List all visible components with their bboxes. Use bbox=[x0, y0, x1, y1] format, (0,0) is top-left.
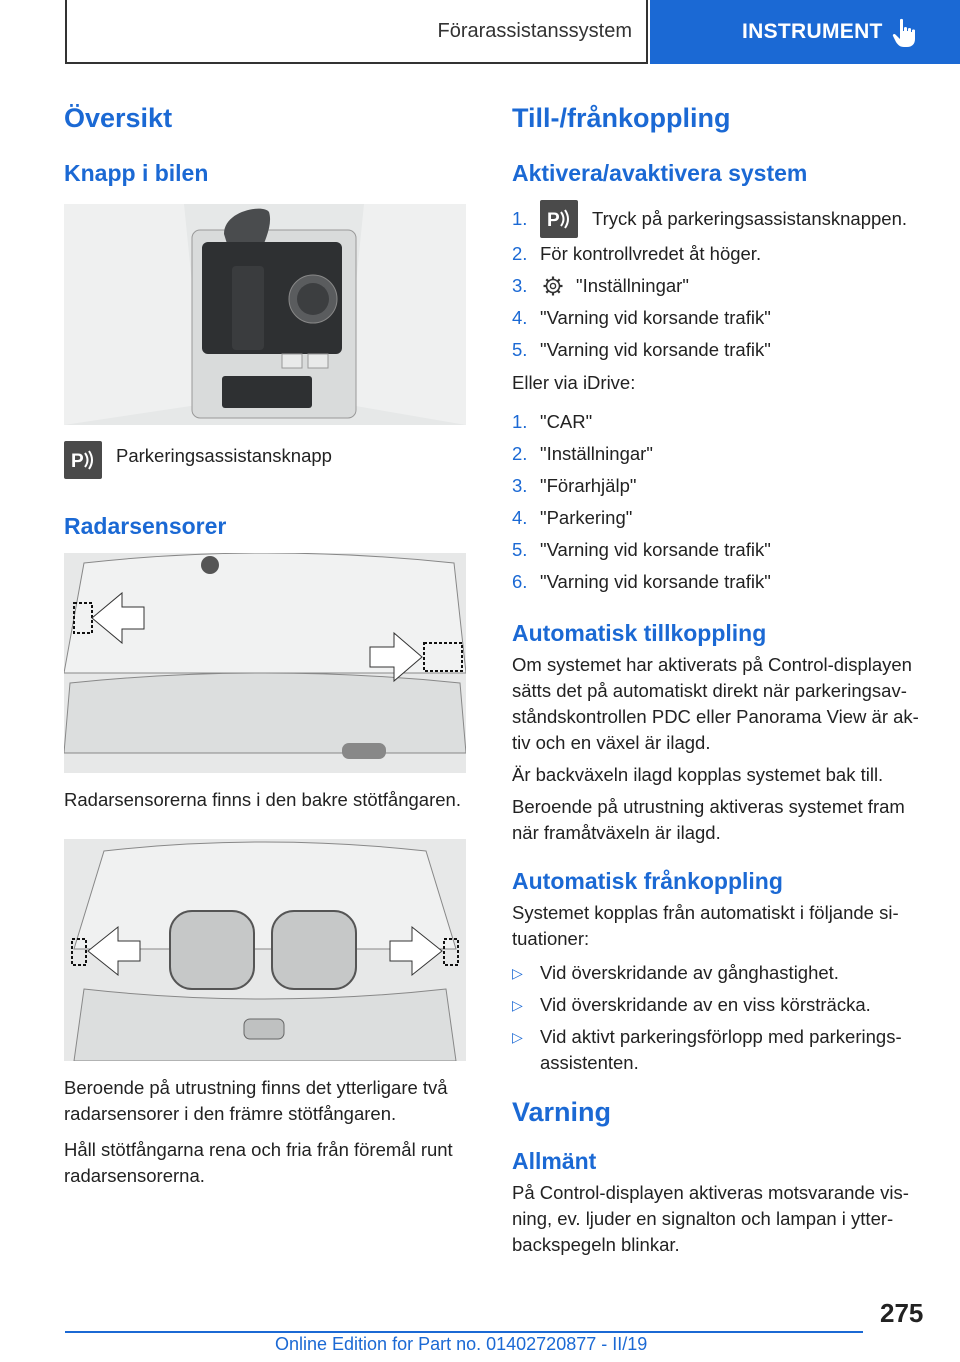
button-heading: Knapp i bilen bbox=[64, 160, 209, 186]
section-title: Förarassistanssystem bbox=[65, 0, 648, 64]
step-2: 2. För kontrollvredet åt höger. bbox=[512, 243, 762, 264]
parking-assist-button-icon bbox=[540, 200, 578, 238]
svg-text:P: P bbox=[71, 451, 84, 472]
triangle-bullet-icon: ▷ bbox=[512, 997, 523, 1013]
general-text: På Control-displayen aktiveras motsvarande vis- ning, ev. ljuder en signalton och lampan i ytter- backspegeln blinkar. bbox=[512, 1182, 909, 1255]
triangle-bullet-icon: ▷ bbox=[512, 1029, 523, 1045]
idrive-step-3: 3. "Förarhjälp" bbox=[512, 475, 637, 496]
toggle-title: Till-/frånkoppling bbox=[512, 103, 731, 133]
steps-list-a bbox=[512, 200, 928, 366]
step-1: 1. P Tryck på parkeringsassistansknappen. bbox=[512, 200, 928, 238]
activate-heading: Aktivera/avaktivera system bbox=[512, 160, 808, 186]
warning-heading: Varning bbox=[512, 1097, 612, 1127]
auto-off-intro: Systemet kopplas från automatiskt i följande si- tuationer: bbox=[512, 902, 899, 949]
page-number: 275 bbox=[880, 1298, 924, 1328]
auto-on-heading: Automatisk tillkoppling bbox=[512, 620, 767, 646]
button-caption-row bbox=[64, 441, 469, 479]
step-3: 3. "Inställningar" bbox=[512, 275, 689, 296]
overview-title: Översikt bbox=[64, 103, 173, 133]
auto-on-text-2: Är backväxeln ilagd kopplas systemet bak till. bbox=[512, 764, 884, 785]
rear-radar-caption: Radarsensorerna finns i den bakre stötfångaren. bbox=[64, 789, 461, 810]
idrive-step-4: 4. "Parkering" bbox=[512, 507, 633, 528]
footer-divider bbox=[65, 1331, 863, 1333]
svg-text:P: P bbox=[547, 210, 560, 231]
front-bumper-illustration bbox=[64, 839, 466, 1061]
parking-assist-button-icon bbox=[64, 441, 102, 479]
auto-on-text-1: Om systemet har aktiverats på Control-displayen sätts det på automatiskt direkt när parkeringsav- ståndskontrollen PDC eller Panorama View är ak- tiv och en växel är ilagd. bbox=[512, 654, 919, 753]
center-console-illustration bbox=[64, 204, 466, 425]
right-column bbox=[512, 96, 928, 1258]
bullet-item: ▷ Vid aktivt parkeringsförlopp med parkerings- assistenten. bbox=[512, 1026, 902, 1073]
idrive-step-2: 2. "Inställningar" bbox=[512, 443, 653, 464]
general-heading: Allmänt bbox=[512, 1148, 597, 1174]
chapter-tab[interactable] bbox=[650, 0, 960, 64]
bullet-item: ▷ Vid överskridande av gånghastighet. bbox=[512, 960, 928, 986]
left-column bbox=[64, 96, 469, 1189]
edition-footer: Online Edition for Part no. 01402720877 - II/19 bbox=[275, 1334, 648, 1354]
chapter-title: INSTRUMENT bbox=[742, 20, 883, 43]
bullet-item: ▷ Vid överskridande av en viss körsträcka. bbox=[512, 992, 928, 1018]
step-4: 4. "Varning vid korsande trafik" bbox=[512, 307, 771, 328]
gear-icon bbox=[542, 275, 564, 297]
step-5: 5. "Varning vid korsande trafik" bbox=[512, 339, 771, 360]
pointing-hand-icon bbox=[892, 18, 918, 48]
radar-heading: Radarsensorer bbox=[64, 513, 227, 539]
idrive-step-6: 6. "Varning vid korsande trafik" bbox=[512, 571, 771, 592]
page-header bbox=[0, 0, 960, 68]
auto-off-bullets bbox=[512, 960, 928, 1076]
idrive-intro: Eller via iDrive: bbox=[512, 372, 636, 393]
idrive-step-5: 5. "Varning vid korsande trafik" bbox=[512, 539, 771, 560]
rear-bumper-illustration bbox=[64, 553, 466, 773]
auto-off-heading: Automatisk frånkoppling bbox=[512, 868, 783, 894]
idrive-step-1: 1. "CAR" bbox=[512, 411, 593, 432]
front-radar-caption: Beroende på utrustning finns det ytterligare två radarsensorer i den främre stötfångaren. bbox=[64, 1077, 448, 1124]
button-caption: Parkeringsassistansknapp bbox=[116, 445, 332, 466]
auto-on-text-3: Beroende på utrustning aktiveras systemet fram när framåtväxeln är ilagd. bbox=[512, 796, 905, 843]
steps-list-b bbox=[512, 406, 928, 598]
cleaning-note: Håll stötfångarna rena och fria från föremål runt radarsensorerna. bbox=[64, 1139, 453, 1186]
triangle-bullet-icon: ▷ bbox=[512, 965, 523, 981]
